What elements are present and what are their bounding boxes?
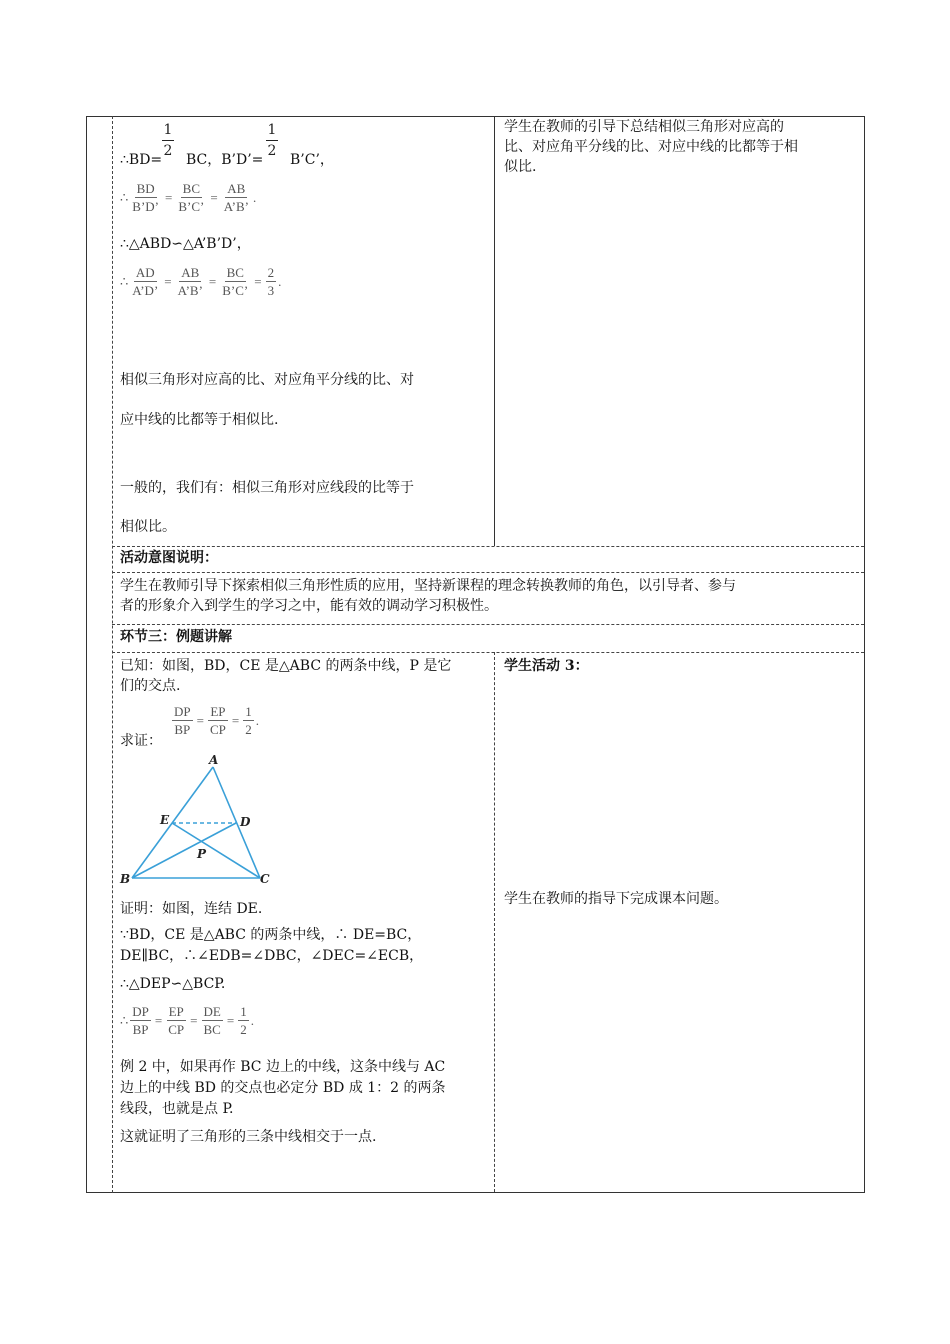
column-divider-top (494, 116, 495, 546)
note-line-1: 例 2 中，如果再作 BC 边上的中线，这条中线与 AC (120, 1059, 446, 1075)
note-line-2: 边上的中线 BD 的交点也必定分 BD 成 1：2 的两条 (120, 1080, 446, 1096)
bd-half-fraction (162, 120, 174, 161)
numerator: 1 (245, 704, 252, 719)
numerator: BC (182, 181, 201, 196)
bd-prefix: ∴BD= (120, 152, 163, 168)
row-divider-3 (112, 624, 864, 625)
denominator: B’C’ (222, 283, 249, 298)
table-bottom-border (86, 1192, 865, 1193)
general-line-1: 一般的，我们有：相似三角形对应线段的比等于 (120, 480, 414, 496)
triangle-figure (112, 752, 282, 887)
denominator: CP (168, 1022, 185, 1037)
bd-mid-text: BC，B’D’= (186, 152, 264, 168)
equals-sign: = (254, 273, 262, 289)
column-divider-bottom (494, 652, 495, 1192)
student-activity-title: 学生活动 3： (504, 658, 589, 674)
conclusion-line-2: 应中线的比都等于相似比. (120, 412, 279, 428)
note-line-3: 线段，也就是点 P. (120, 1101, 234, 1117)
fraction-denominator: 2 (267, 143, 277, 159)
teacher-summary-line-1: 学生在教师的引导下总结相似三角形对应高的 (504, 119, 784, 135)
equals-sign: = (196, 712, 204, 728)
numerator: 1 (240, 1004, 247, 1019)
period: . (250, 1012, 254, 1028)
ratio-equation-3 (120, 1003, 254, 1038)
ratio-equation-1 (120, 180, 256, 215)
prove-label: 求证： (120, 733, 162, 749)
numerator: 2 (267, 265, 275, 280)
because-line-2: DE∥BC，∴∠EDB=∠DBC，∠DEC=∠ECB， (120, 948, 424, 964)
numerator: DE (203, 1004, 221, 1019)
table-left-border (86, 116, 87, 1193)
fraction-numerator: 1 (266, 120, 278, 141)
therefore-symbol: ∴ (120, 189, 129, 205)
numerator: EP (210, 704, 226, 719)
therefore-symbol: ∴ (120, 273, 129, 289)
bd-suffix: B’C’， (290, 152, 334, 168)
denominator: 2 (240, 1022, 247, 1037)
row-divider-4 (112, 652, 864, 653)
given-line-1: 已知：如图，BD，CE 是△ABC 的两条中线，P 是它 (120, 658, 452, 674)
table-right-border (864, 116, 865, 1193)
numerator: AD (135, 265, 155, 280)
period: . (255, 712, 259, 728)
intent-line-2: 者的形象介入到学生的学习之中，能有效的调动学习积极性。 (120, 598, 498, 614)
denominator: A’D’ (132, 283, 159, 298)
denominator: BP (174, 722, 191, 737)
equals-sign: = (165, 189, 173, 205)
numerator: BD (136, 181, 155, 196)
bd2-half-fraction (266, 120, 278, 161)
numerator: DP (174, 704, 191, 719)
label-c: C (260, 872, 270, 886)
label-e: E (160, 813, 170, 827)
label-p: P (197, 847, 207, 861)
similar-statement-2: ∴△DEP∽△BCP. (120, 976, 226, 992)
numerator: AB (181, 265, 200, 280)
proof-intro: 证明：如图，连结 DE. (120, 901, 263, 917)
equals-sign: = (231, 712, 240, 728)
general-line-2: 相似比。 (120, 519, 176, 535)
equals-sign: = (190, 1012, 198, 1028)
row-divider-2 (112, 572, 864, 573)
because-line-1: ∵BD，CE 是△ABC 的两条中线，∴ DE=BC， (120, 927, 422, 943)
equals-sign: = (154, 1012, 163, 1028)
label-a: A (209, 753, 219, 767)
denominator: BC (203, 1022, 221, 1037)
equals-sign: = (208, 273, 217, 289)
conclusion-line-1: 相似三角形对应高的比、对应角平分线的比、对 (120, 372, 414, 388)
denominator: B’C’ (178, 199, 205, 214)
row-divider-1 (112, 546, 864, 547)
denominator: 3 (267, 283, 275, 298)
fraction-numerator: 1 (162, 120, 174, 141)
denominator: 2 (245, 722, 252, 737)
intent-line-1: 学生在教师引导下探索相似三角形性质的应用，坚持新课程的理念转换教师的角色，以引导者、参与 (120, 578, 736, 594)
student-activity-text: 学生在教师的指导下完成课本问题。 (504, 891, 728, 907)
period: . (252, 189, 257, 205)
section-3-title: 环节三：例题讲解 (120, 629, 232, 645)
side-ac (213, 767, 260, 878)
prove-ratio (170, 703, 259, 738)
therefore-symbol: ∴ (120, 1012, 129, 1028)
label-b: B (120, 872, 131, 886)
ratio-equation-2 (120, 264, 281, 299)
denominator: CP (209, 722, 226, 737)
teacher-summary-line-2: 比、对应角平分线的比、对应中线的比都等于相 (504, 139, 798, 155)
equals-sign: = (210, 189, 218, 205)
given-line-2: 们的交点. (120, 678, 181, 694)
final-statement: 这就证明了三角形的三条中线相交于一点. (120, 1129, 377, 1145)
fraction-denominator: 2 (163, 143, 173, 159)
period: . (278, 273, 282, 289)
similar-statement-1: ∴△ABD∽△A’B’D’， (120, 236, 251, 252)
label-d: D (240, 815, 251, 829)
denominator: BP (132, 1022, 149, 1037)
numerator: EP (168, 1004, 184, 1019)
denominator: A’B’ (223, 199, 249, 214)
intent-title: 活动意图说明： (120, 550, 218, 566)
equals-sign: = (226, 1012, 235, 1028)
denominator: A’B’ (177, 283, 203, 298)
denominator: B’D’ (132, 199, 159, 214)
inner-left-border (112, 116, 113, 1193)
numerator: BC (226, 265, 244, 280)
equals-sign: = (164, 273, 172, 289)
teacher-summary-line-3: 似比. (504, 159, 537, 175)
numerator: DP (132, 1004, 149, 1019)
numerator: AB (227, 181, 246, 196)
